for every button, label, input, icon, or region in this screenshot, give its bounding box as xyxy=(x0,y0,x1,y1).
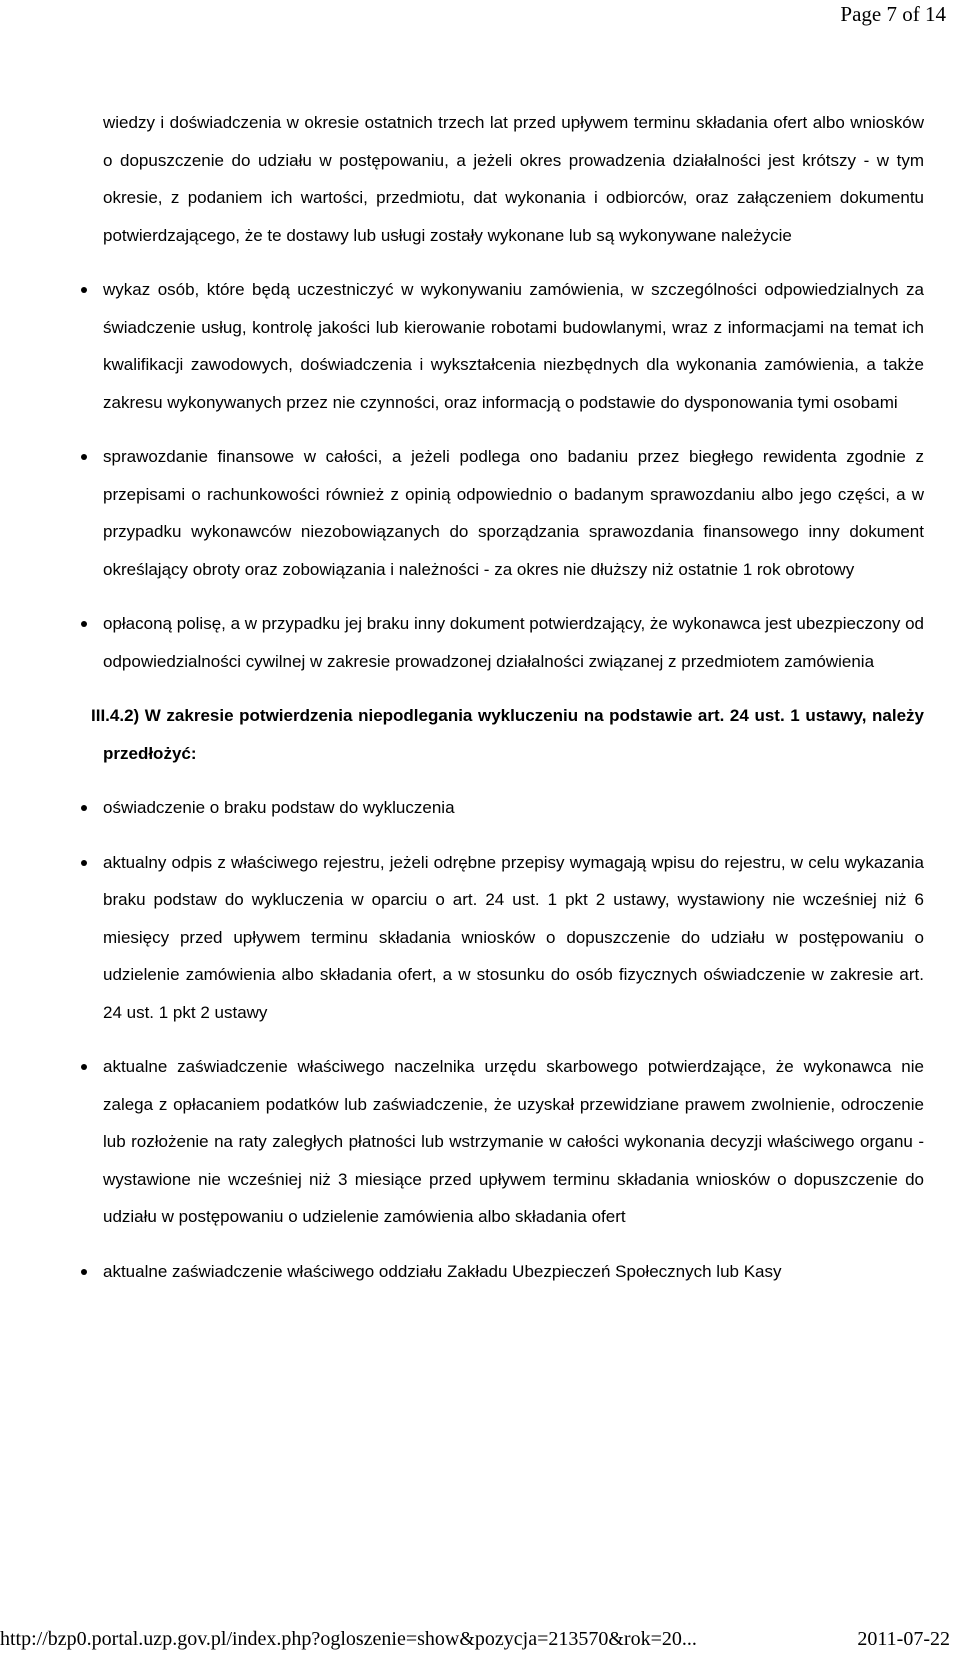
intro-paragraph: wiedzy i doświadczenia w okresie ostatnich trzech lat przed upływem terminu składania ofert albo wniosków o dopuszczenie do udziału w postępowaniu, a jeżeli okres prowadzenia działalności jest krótszy - w tym okresie, z podaniem ich wartości, przedmiotu, dat wykonania i odbiorców, oraz załączeniem dokumentu potwierdzającego, że te dostawy lub usługi zostały wykonane lub są wykonywane należycie xyxy=(103,113,924,245)
list-item-text: opłaconą polisę, a w przypadku jej braku inny dokument potwierdzający, że wykonawca jest ubezpieczony od odpowiedzialności cywilnej w zakresie prowadzonej działalności związanej z przedmiotem zamówienia xyxy=(103,614,924,671)
list-item xyxy=(103,789,924,827)
list-item xyxy=(103,1048,924,1236)
list-item xyxy=(103,605,924,680)
section-heading xyxy=(91,697,924,772)
bullet-icon xyxy=(81,805,87,811)
list-item-text: aktualny odpis z właściwego rejestru, jeżeli odrębne przepisy wymagają wpisu do rejestru, w celu wykazania braku podstaw do wykluczenia w oparciu o art. 24 ust. 1 pkt 2 ustawy, wystawiony nie wcześniej niż 6 miesięcy przed upływem terminu składania wniosków o dopuszczenie do udziału w postępowaniu o udzielenie zamówienia albo składania ofert, a w stosunku do osób fizycznych oświadczenie w zakresie art. 24 ust. 1 pkt 2 ustawy xyxy=(103,852,924,1022)
bullet-icon xyxy=(81,287,87,293)
page-footer xyxy=(0,1626,960,1654)
bullet-icon xyxy=(81,1269,87,1275)
bullet-icon xyxy=(81,454,87,460)
list-item-text: wykaz osób, które będą uczestniczyć w wykonywaniu zamówienia, w szczególności odpowiedzialnych za świadczenie usług, kontrolę jakości lub kierowanie robotami budowlanymi, wraz z informacjami na temat ich kwalifikacji zawodowych, doświadczenia i wykształcenia niezbędnych dla wykonania zamówienia, a także zakresu wykonywanych przez nie czynności, oraz informacją o podstawie do dysponowania tymi osobami xyxy=(103,280,924,412)
bullet-icon xyxy=(81,1064,87,1070)
list-item-text: sprawozdanie finansowe w całości, a jeżeli podlega ono badaniu przez biegłego rewidenta zgodnie z przepisami o rachunkowości również z opinią odpowiednio o badanym sprawozdaniu albo jego części, a w przypadku wykonawców niezobowiązanych do sporządzania sprawozdania finansowego inny dokument określający obroty oraz zobowiązania i należności - za okres nie dłuższy niż ostatnie 1 rok obrotowy xyxy=(103,447,924,579)
print-date: 2011-07-22 xyxy=(857,1628,950,1650)
bullet-icon xyxy=(81,621,87,627)
list-item xyxy=(103,438,924,588)
list-item xyxy=(103,271,924,421)
section-heading-text: III.4.2) W zakresie potwierdzenia niepodlegania wykluczeniu na podstawie art. 24 ust. 1 ustawy, należy przedłożyć: xyxy=(91,706,924,763)
list-item-text: aktualne zaświadczenie właściwego oddziału Zakładu Ubezpieczeń Społecznych lub Kasy xyxy=(103,1261,782,1281)
page-number: Page 7 of 14 xyxy=(840,2,946,26)
list-item xyxy=(103,1253,924,1291)
list-item-text: oświadczenie o braku podstaw do wykluczenia xyxy=(103,798,455,817)
list-item-text: aktualne zaświadczenie właściwego naczelnika urzędu skarbowego potwierdzające, że wykonawca nie zalega z opłacaniem podatków lub zaświadczenie, że uzyskał przewidziane prawem zwolnienie, odroczenie lub rozłożenie na raty zaległych płatności lub wstrzymanie w całości wykonania decyzji właściwego organu - wystawione nie wcześniej niż 3 miesiące przed upływem terminu składania wniosków o dopuszczenie do udziału w postępowaniu o udzielenie zamówienia albo składania ofert xyxy=(103,1057,924,1226)
document-body xyxy=(91,104,924,1307)
source-url[interactable]: http://bzp0.portal.uzp.gov.pl/index.php?ogloszenie=show&pozycja=213570&rok=20... xyxy=(0,1628,697,1650)
list-item xyxy=(103,844,924,1032)
bullet-icon xyxy=(81,860,87,866)
